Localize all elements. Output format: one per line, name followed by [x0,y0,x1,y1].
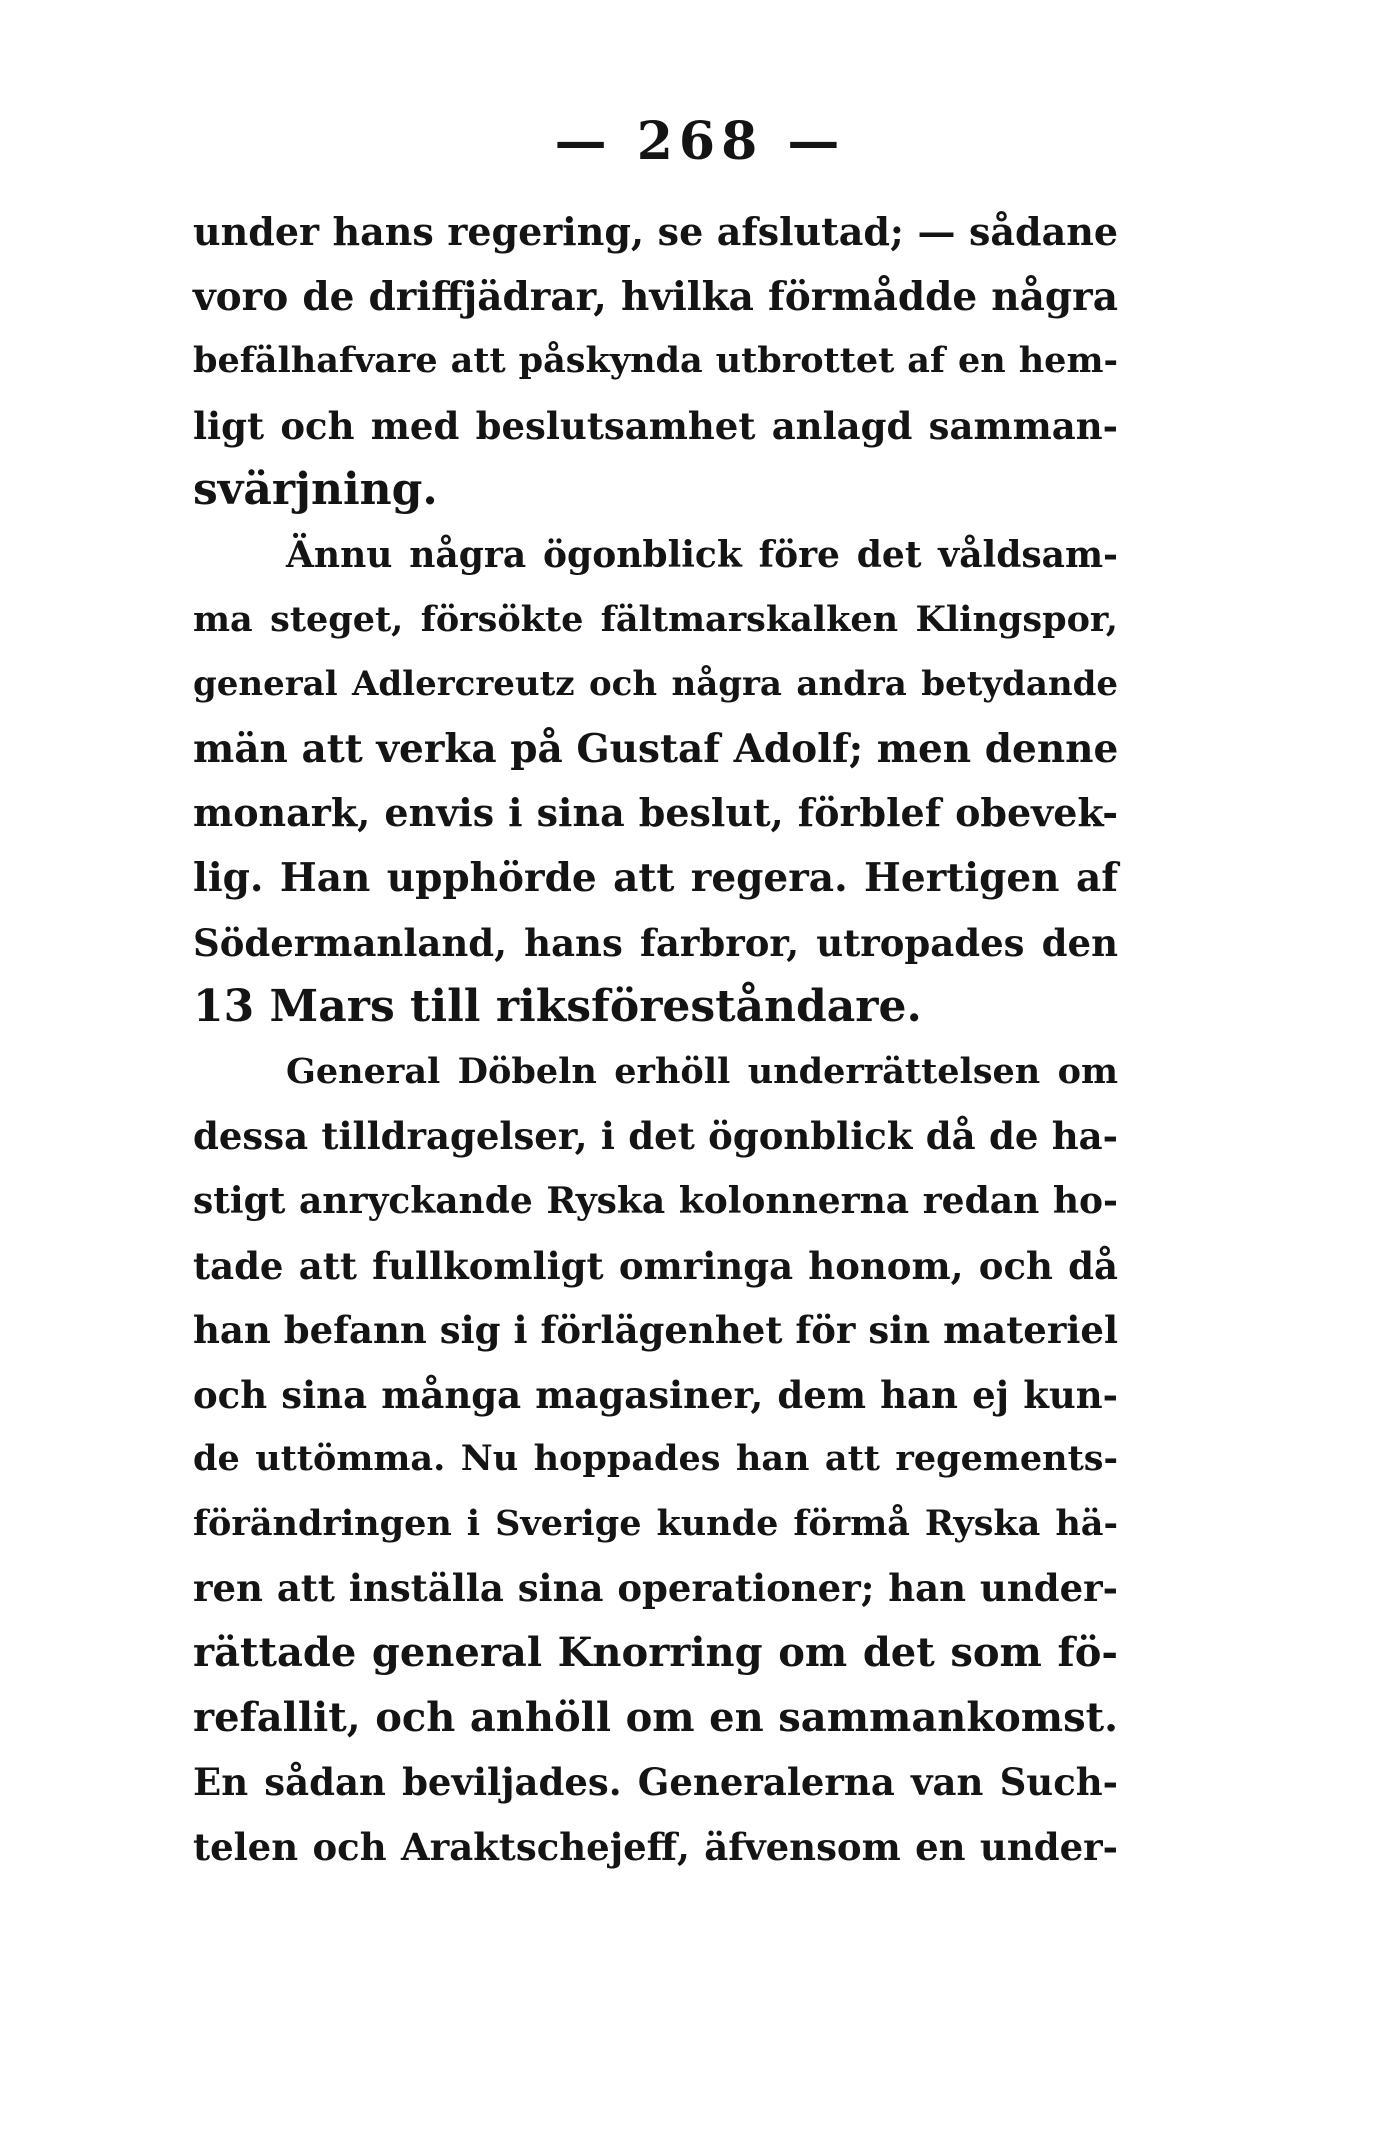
text-line: monark, envis i sina beslut, förblef obevek- [193,790,1118,836]
text-line: telen och Araktschejeff, äfvensom en under- [193,1824,1118,1869]
text-line: och sina många magasiner, dem han ej kun- [193,1372,1118,1417]
text-line: ren att inställa sina operationer; han under- [193,1566,1118,1611]
text-line: befälhafvare att påskynda utbrottet af en hem- [193,340,1118,382]
text-line: lig. Han upphörde att regera. Hertigen af [193,854,1118,901]
text-line: 13 Mars till riksföreståndare. [193,981,922,1033]
text-line: män att verka på Gustaf Adolf; men denne [193,725,1119,772]
text-line: ma steget, försökte fältmarskalken Klingspor, [193,598,1118,640]
text-line: han befann sig i förlägenhet för sin materiel [193,1308,1118,1353]
text-line: förändringen i Sverige kunde förmå Ryska hä- [193,1502,1118,1544]
text-line: General Döbeln erhöll underrättelsen om [286,1050,1118,1092]
text-line: stigt anryckande Ryska kolonnerna redan ho- [193,1179,1118,1222]
text-line: general Adlercreutz och några andra betydande [193,664,1118,705]
text-line: Södermanland, hans farbror, utropades den [193,920,1118,965]
text-line: voro de driffjädrar, hvilka förmådde några [193,273,1118,320]
page-number-header: — 268 — [554,111,846,172]
text-line: under hans regering, se afslutad; — sådane [193,209,1118,254]
body-text [193,200,1118,1879]
text-line: refallit, och anhöll om en sammankomst. [193,1693,1118,1741]
text-line: de uttömma. Nu hoppades han att regements- [193,1438,1118,1480]
text-line: svärjning. [193,464,438,516]
text-line: ligt och med beslutsamhet anlagd samman- [193,403,1118,448]
text-line: rättade general Knorring om det som fö- [193,1629,1118,1677]
text-line: Ännu några ögonblick före det våldsam- [286,533,1118,576]
text-line: En sådan beviljades. Generalerna van Such- [193,1760,1118,1805]
text-line: dessa tilldragelser, i det ögonblick då de ha- [193,1114,1118,1159]
text-line: tade att fullkomligt omringa honom, och då [193,1243,1118,1288]
